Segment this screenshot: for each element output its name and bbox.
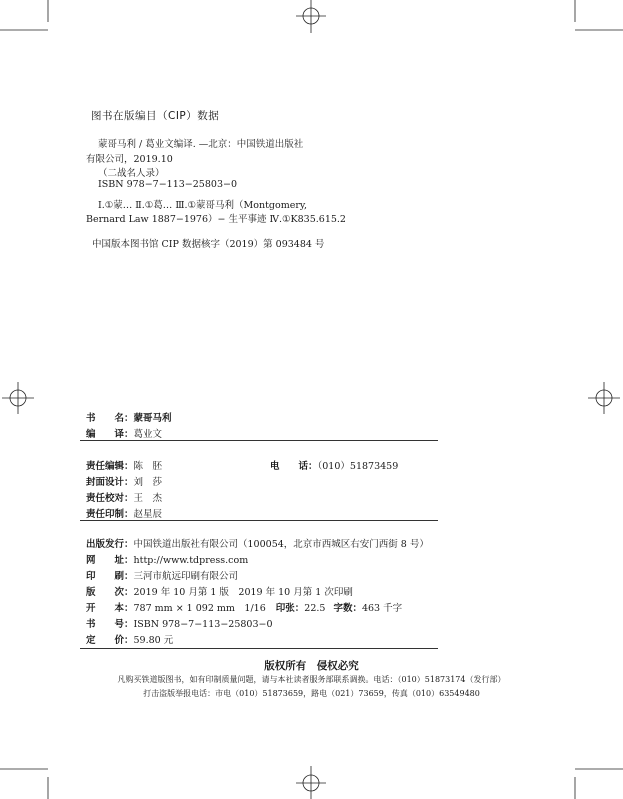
bottom-registration-mark bbox=[296, 766, 326, 799]
cover-design-value: 刘 莎 bbox=[133, 477, 163, 488]
word-count-value: 463 千字 bbox=[361, 603, 403, 614]
phone-row bbox=[270, 454, 398, 473]
phone-label: 电 话： bbox=[270, 461, 318, 472]
left-registration-mark bbox=[2, 382, 34, 414]
print-manager-label: 责任印制： bbox=[86, 509, 134, 520]
sheets-value: 22.5 bbox=[304, 603, 326, 614]
cover-design-label: 封面设计： bbox=[86, 477, 134, 488]
print-manager-value: 赵星辰 bbox=[133, 509, 163, 520]
cip-line-2: 有限公司，2019.10 bbox=[86, 154, 173, 165]
anti-piracy-notice: 打击盗版举报电话：市电（010）51873659，路电（021）73659，传真（010）63549480 bbox=[143, 689, 480, 698]
divider-2 bbox=[80, 520, 438, 521]
printer-value: 三河市航远印刷有限公司 bbox=[133, 571, 239, 582]
translator-value: 葛业文 bbox=[133, 429, 163, 440]
price-row bbox=[86, 628, 173, 647]
copyright-notice: 版权所有 侵权必究 bbox=[264, 660, 359, 672]
price-label: 定 价： bbox=[86, 635, 134, 646]
service-notice: 凡购买铁道版图书，如有印制质量问题，请与本社读者服务部联系调换。电话：（010）51873174（发行部） bbox=[117, 675, 506, 684]
translator-row bbox=[86, 422, 162, 441]
right-registration-mark bbox=[588, 382, 620, 414]
cip-line-3: （二战名人录） bbox=[98, 168, 165, 179]
format-label: 开 本： bbox=[86, 603, 134, 614]
editor-label: 责任编辑： bbox=[86, 461, 134, 472]
sheets-label: 印张： bbox=[275, 603, 305, 614]
publisher-value: 中国铁道出版社有限公司（100054，北京市西城区右安门西街 8 号） bbox=[133, 539, 429, 550]
edition-value: 2019 年 10 月第 1 版 2019 年 10 月第 1 次印刷 bbox=[133, 587, 353, 598]
word-count-label: 字数： bbox=[333, 603, 362, 614]
print-manager-row bbox=[86, 502, 162, 521]
edition-label: 版 次： bbox=[86, 587, 134, 598]
website-label: 网 址： bbox=[86, 555, 134, 566]
cip-line-7: 中国版本图书馆 CIP 数据核字（2019）第 093484 号 bbox=[92, 239, 325, 250]
book-title-value: 蒙哥马利 bbox=[133, 413, 172, 424]
book-title-label: 书 名： bbox=[86, 413, 134, 424]
cip-line-4: ISBN 978−7−113−25803−0 bbox=[98, 179, 237, 190]
printer-label: 印 刷： bbox=[86, 571, 134, 582]
cip-heading: 图书在版编目（CIP）数据 bbox=[91, 110, 220, 122]
isbn-label: 书 号： bbox=[86, 619, 134, 630]
cip-line-5: Ⅰ.①蒙… Ⅱ.①葛… Ⅲ.①蒙哥马利（Montgomery, bbox=[98, 200, 308, 211]
cip-line-1: 蒙哥马利 / 葛业文编译. —北京：中国铁道出版社 bbox=[98, 139, 304, 150]
divider-1 bbox=[80, 440, 438, 441]
top-registration-mark bbox=[296, 0, 326, 33]
isbn-value: ISBN 978−7−113−25803−0 bbox=[133, 619, 273, 630]
editor-value: 陈 胚 bbox=[133, 461, 163, 472]
divider-3 bbox=[80, 648, 438, 649]
translator-label: 编 译： bbox=[86, 429, 134, 440]
format-value: 787 mm × 1 092 mm 1/16 bbox=[133, 603, 266, 614]
website-value: http://www.tdpress.com bbox=[133, 555, 249, 566]
proofreader-value: 王 杰 bbox=[133, 493, 163, 504]
cip-line-6: Bernard Law 1887−1976）− 生平事迹 Ⅳ.①K835.615.2 bbox=[86, 214, 346, 225]
proofreader-label: 责任校对： bbox=[86, 493, 134, 504]
phone-value: （010）51873459 bbox=[317, 461, 399, 472]
price-value: 59.80 元 bbox=[133, 635, 174, 646]
publisher-label: 出版发行： bbox=[86, 539, 134, 550]
